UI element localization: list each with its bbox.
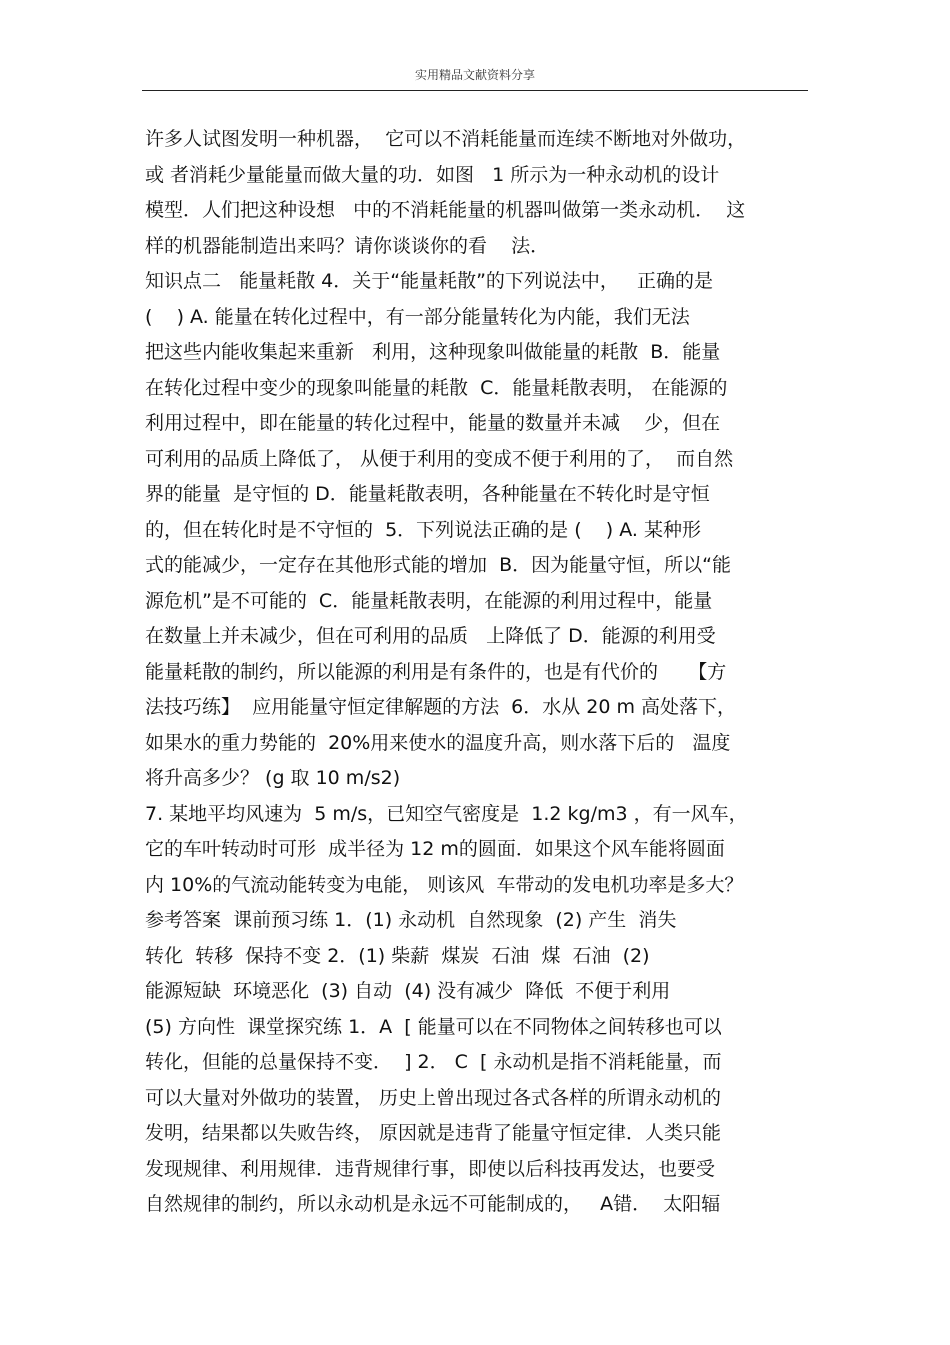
text-line: 它的车叶转动时可形 成半径为 12 m的圆面．如果这个风车能将圆面 bbox=[145, 838, 725, 860]
text-line: 把这些内能收集起来重新 利用，这种现象叫做能量的耗散 B．能量 bbox=[145, 341, 721, 363]
text-line: 式的能减少，一定存在其他形式能的增加 B．因为能量守恒，所以“能 bbox=[145, 554, 731, 576]
text-line: 在转化过程中变少的现象叫能量的耗散 C．能量耗散表明， 在能源的 bbox=[145, 376, 728, 399]
text-line: 7. 某地平均风速为 5 m/s，已知空气密度是 1.2 kg/m3 ，有一风车， bbox=[145, 802, 748, 825]
text-line: 样的机器能制造出来吗？请你谈谈你的看 法． bbox=[145, 234, 550, 257]
text-line: 界的能量 是守恒的 D．能量耗散表明，各种能量在不转化时是守恒 bbox=[145, 483, 710, 505]
text-line: 将升高多少？ (g 取 10 m/s2) bbox=[145, 767, 401, 789]
text-line: 利用过程中，即在能量的转化过程中，能量的数量并未减 少，但在 bbox=[145, 412, 721, 434]
text-line: 许多人试图发明一种机器， 它可以不消耗能量而连续不断地对外做功， bbox=[145, 128, 747, 150]
text-line: 可以大量对外做功的装置， 历史上曾出现过各式各样的所谓永动机的 bbox=[145, 1086, 722, 1109]
text-line: 转化 转移 保持不变 2．(1) 柴薪 煤炭 石油 煤 石油 (2) bbox=[145, 944, 650, 967]
text-line: 发明，结果都以失败告终， 原因就是违背了能量守恒定律．人类只能 bbox=[145, 1122, 722, 1144]
text-line: 模型．人们把这种设想 中的不消耗能量的机器叫做第一类永动机． 这 bbox=[145, 199, 746, 221]
text-line: ( ) A. 能量在转化过程中，有一部分能量转化为内能，我们无法 bbox=[145, 305, 690, 328]
text-line: 自然规律的制约，所以永动机是永远不可能制成的， A错． 太阳辐 bbox=[145, 1193, 721, 1215]
header-divider bbox=[142, 90, 808, 91]
document-body bbox=[145, 122, 810, 1223]
text-line: 如果水的重力势能的 20%用来使水的温度升高，则水落下后的 温度 bbox=[145, 731, 731, 754]
text-line: 内 10%的气流动能转变为电能， 则该风 车带动的发电机功率是多大？ bbox=[145, 873, 744, 896]
text-line: 转化，但能的总量保持不变． ] 2． C [ 永动机是指不消耗能量，而 bbox=[145, 1051, 722, 1073]
text-line: 发现规律、利用规律．违背规律行事，即使以后科技再发达，也要受 bbox=[145, 1157, 716, 1180]
text-line: 源危机”是不可能的 C．能量耗散表明，在能源的利用过程中，能量 bbox=[145, 589, 713, 612]
text-line: 的，但在转化时是不守恒的 5．下列说法正确的是 ( ) A. 某种形 bbox=[145, 518, 701, 541]
text-line: 法技巧练】 应用能量守恒定律解题的方法 6．水从 20 m 高处落下， bbox=[145, 696, 737, 718]
text-line: 在数量上并未减少，但在可利用的品质 上降低了 D．能源的利用受 bbox=[145, 625, 716, 647]
text-line: 可利用的品质上降低了， 从便于利用的变成不便于利用的了， 而自然 bbox=[145, 447, 734, 470]
text-line: 知识点二 能量耗散 4．关于“能量耗散”的下列说法中， 正确的是 bbox=[145, 270, 714, 292]
text-line: 或 者消耗少量能量而做大量的功．如图 1 所示为一种永动机的设计 bbox=[145, 163, 720, 186]
text-line: 能量耗散的制约，所以能源的利用是有条件的，也是有代价的 【方 bbox=[145, 660, 727, 683]
text-line: 能源短缺 环境恶化 (3) 自动 (4) 没有减少 降低 不便于利用 bbox=[145, 980, 671, 1002]
page-header: 实用精品文献资料分享 bbox=[414, 68, 535, 82]
text-line: 参考答案 课前预习练 1．(1) 永动机 自然现象 (2) 产生 消失 bbox=[145, 909, 677, 931]
text-line: (5) 方向性 课堂探究练 1．A [ 能量可以在不同物体之间转移也可以 bbox=[145, 1015, 722, 1038]
